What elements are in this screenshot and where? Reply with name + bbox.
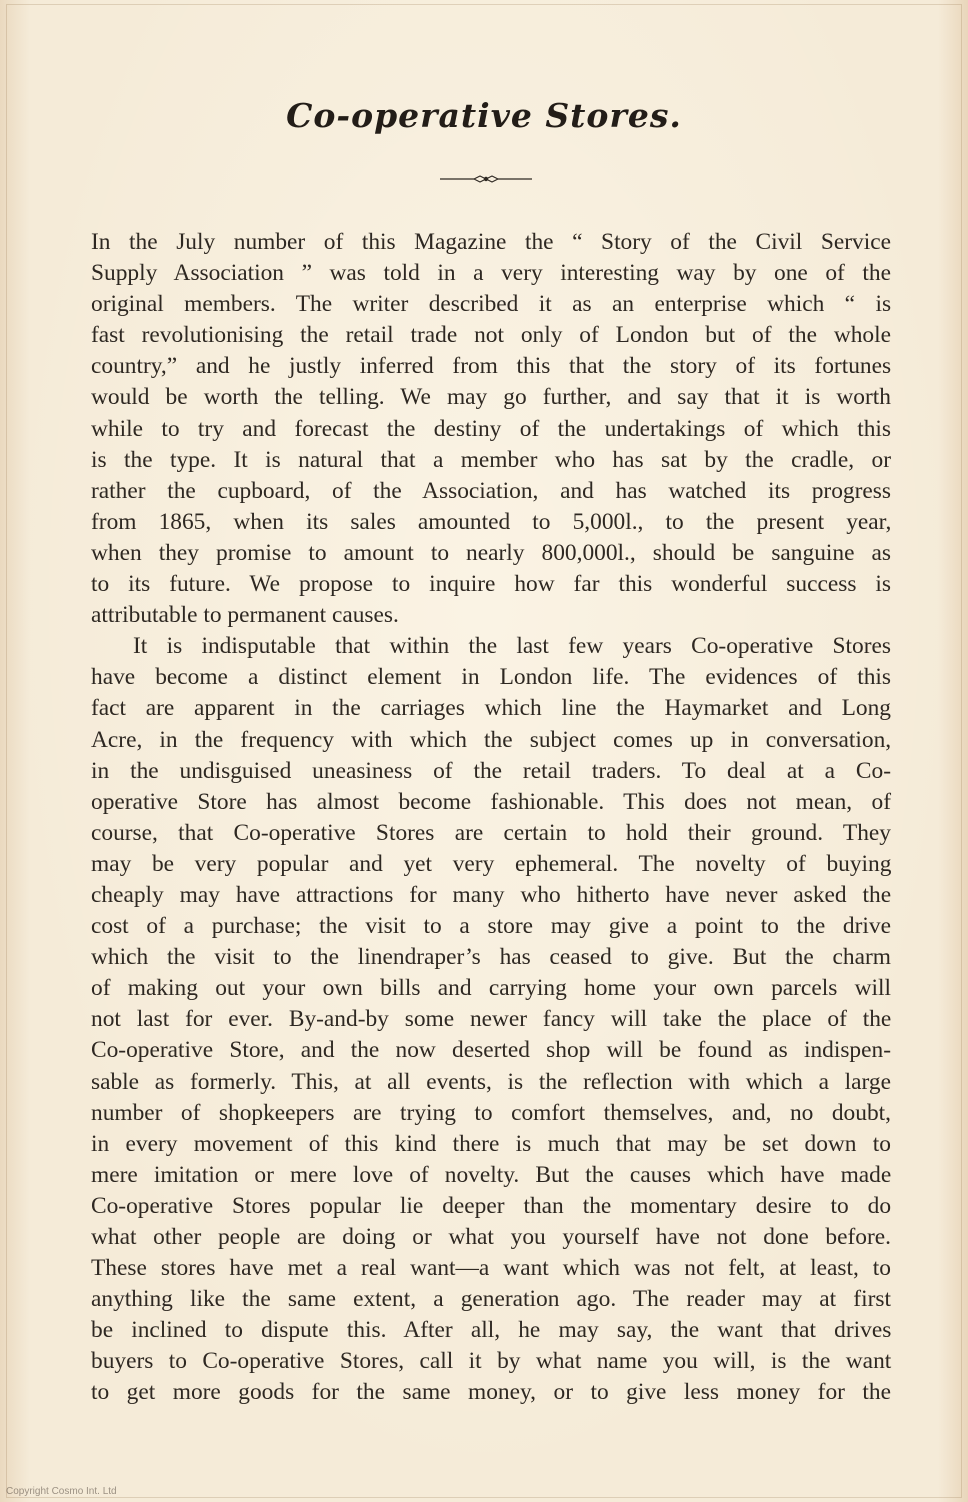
text-line: to its future. We propose to inquire how far this wonderful success is <box>91 571 891 598</box>
article-title: Co-operative Stores. <box>286 96 682 135</box>
text-line: what other people are doing or what you yourself have not done before. <box>91 1224 891 1250</box>
text-line: when they promise to amount to nearly 800,000l., should be sanguine as <box>91 539 891 566</box>
text-line: while to try and forecast the destiny of the undertakings of which this <box>91 415 891 442</box>
text-line: rather the cupboard, of the Association, and has watched its progress <box>91 477 891 504</box>
text-line: from 1865, when its sales amounted to 5,000l., to the present year, <box>91 508 892 535</box>
text-line: fast revolutionising the retail trade not only of London but of the whole <box>91 322 891 349</box>
text-line: in every movement of this kind there is much that may be set down to <box>91 1130 891 1157</box>
text-line: in the undisguised uneasiness of the retail traders. To deal at a Co- <box>91 757 891 784</box>
text-line: cost of a purchase; the visit to a store may give a point to the drive <box>91 913 891 940</box>
text-line: attributable to permanent causes. <box>91 602 399 629</box>
text-line: In the July number of this Magazine the “ Story of the Civil Service <box>91 229 891 255</box>
text-line: is the type. It is natural that a member who has sat by the cradle, or <box>91 446 891 473</box>
article-body <box>91 227 891 1409</box>
text-line: These stores have met a real want—a want which was not felt, at least, to <box>91 1255 891 1282</box>
text-line: Supply Association ” was told in a very interesting way by one of the <box>91 260 891 287</box>
text-line: be inclined to dispute this. After all, he may say, the want that drives <box>91 1317 892 1344</box>
text-line: mere imitation or mere love of novelty. But the causes which have made <box>91 1161 892 1188</box>
text-line: to get more goods for the same money, or to give less money for the <box>91 1379 891 1406</box>
text-line: sable as formerly. This, at all events, is the reflection with which a large <box>91 1068 891 1095</box>
text-line: Co-operative Stores popular lie deeper than the momentary desire to do <box>91 1192 892 1219</box>
text-line: fact are apparent in the carriages which line the Haymarket and Long <box>91 695 891 722</box>
text-line: original members. The writer described it as an enterprise which “ is <box>91 291 892 318</box>
text-line: anything like the same extent, a generation ago. The reader may at first <box>91 1286 891 1313</box>
text-line: country,” and he justly inferred from this that the story of its fortunes <box>91 353 892 380</box>
text-line: course, that Co-operative Stores are certain to hold their ground. They <box>91 819 891 846</box>
text-line: buyers to Co-operative Stores, call it by what name you will, is the want <box>91 1348 892 1375</box>
text-line: have become a distinct element in London life. The evidences of this <box>91 664 891 691</box>
text-line: operative Store has almost become fashionable. This does not mean, of <box>91 788 891 815</box>
text-line: number of shopkeepers are trying to comfort themselves, and, no doubt, <box>91 1099 891 1126</box>
text-line: not last for ever. By-and-by some newer fancy will take the place of the <box>91 1006 892 1033</box>
copyright-watermark: Copyright Cosmo Int. Ltd <box>6 1486 117 1497</box>
title-ornament-icon <box>440 172 532 186</box>
text-line: would be worth the telling. We may go further, and say that it is worth <box>91 384 891 411</box>
text-line: of making out your own bills and carrying home your own parcels will <box>91 975 891 1002</box>
text-line: Co-operative Store, and the now deserted shop will be found as indispen- <box>91 1037 891 1064</box>
text-line: which the visit to the linendraper’s has ceased to give. But the charm <box>91 944 891 971</box>
text-line: cheaply may have attractions for many who hitherto have never asked the <box>91 881 892 908</box>
text-line: may be very popular and yet very ephemeral. The novelty of buying <box>91 850 892 877</box>
text-line: Acre, in the frequency with which the subject comes up in conversation, <box>91 726 892 753</box>
paragraph-start-line: It is indisputable that within the last few years Co-operative Stores <box>133 633 891 660</box>
